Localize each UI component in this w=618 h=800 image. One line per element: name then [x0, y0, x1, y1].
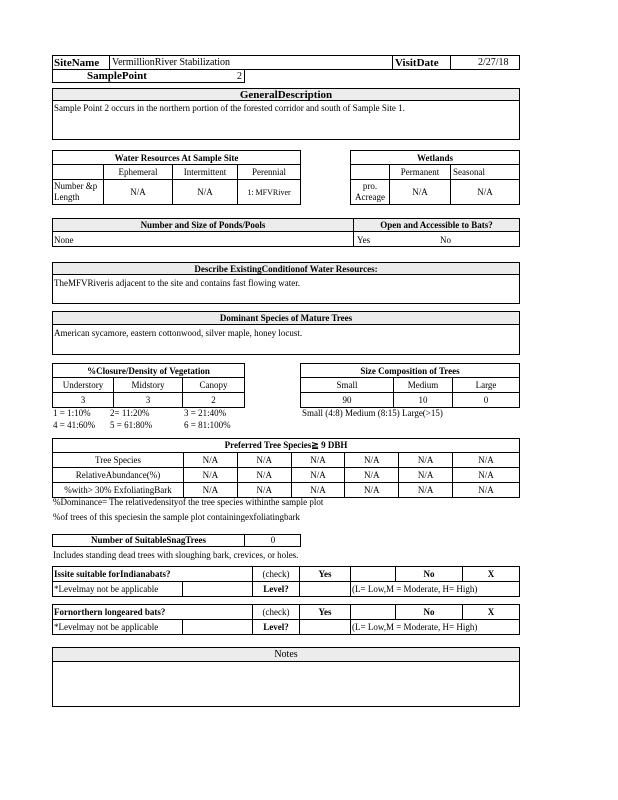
sample-point-label: SamplePoint	[87, 70, 147, 82]
indiana-no: No	[396, 567, 463, 582]
existing-text: TheMFVRiveris adjacent to the site and contains fast flowing water.	[54, 278, 300, 288]
wetlands-seasonal-value: N/A	[451, 180, 520, 205]
preferred-row: RelativeAbundance(%) N/A N/A N/A N/A N/A N/A	[53, 468, 520, 483]
wetlands-permanent-value: N/A	[390, 180, 451, 205]
dominant-title: Dominant Species of Mature Trees	[53, 312, 519, 325]
wetlands-table	[350, 150, 520, 205]
water-intermittent-value: N/A	[173, 180, 238, 205]
closure-col-canopy: Canopy	[183, 378, 245, 393]
preferred-row-label: Tree Species	[53, 453, 184, 468]
size-col-medium: Medium	[394, 378, 453, 393]
sample-point-row	[52, 70, 245, 83]
closure-legend-5: 5 = 61:80%	[110, 420, 153, 430]
closure-canopy-value: 2	[183, 393, 245, 408]
indiana-question: Issite suitable forIndianabats?	[53, 567, 183, 582]
preferred-note-2: %of trees of this speciesin the sample plot containingexfoliatingbark	[53, 512, 300, 522]
snag-title: Number of SuitableSnagTrees	[90, 535, 206, 545]
wetlands-row-label: pro. Acreage	[351, 180, 390, 205]
northern-level-note: *Levelmay not be applicable	[53, 620, 183, 635]
wetlands-col-permanent: Permanent	[390, 165, 451, 180]
closure-legend-2: 2= 11:20%	[110, 408, 150, 418]
preferred-row-label: RelativeAbundance(%)	[53, 468, 184, 483]
closure-legend-4: 4 = 41:60%	[53, 420, 96, 430]
northern-level-key: (L= Low,M = Moderate, H= High)	[351, 620, 520, 635]
preferred-row: Tree Species N/A N/A N/A N/A N/A N/A	[53, 453, 520, 468]
size-small-value: 90	[301, 393, 394, 408]
indiana-no-mark: X	[463, 567, 520, 582]
notes-area[interactable]	[53, 663, 519, 706]
indiana-level-label: Level?	[253, 582, 300, 597]
open-access-no: No	[440, 235, 451, 245]
preferred-table	[52, 438, 520, 498]
water-col-ephemeral: Ephemeral	[104, 165, 173, 180]
notes-title: Notes	[53, 648, 519, 662]
closure-legend-1: 1 = 1:10%	[53, 408, 91, 418]
size-col-small: Small	[301, 378, 394, 393]
closure-legend-3: 3 = 21:40%	[184, 408, 227, 418]
closure-table	[52, 363, 245, 408]
site-header-divider	[109, 55, 110, 70]
water-col-intermittent: Intermittent	[173, 165, 238, 180]
closure-legend-6: 6 = 81:100%	[184, 420, 231, 430]
ponds-title: Number and Size of Ponds/Pools	[140, 220, 266, 230]
site-name-value: VermillionRiver Stabilization	[112, 57, 231, 68]
visit-date-label: VisitDate	[395, 57, 439, 69]
size-large-value: 0	[453, 393, 520, 408]
indiana-level-note: *Levelmay not be applicable	[53, 582, 183, 597]
closure-understory-value: 3	[53, 393, 114, 408]
closure-title: %Closure/Density of Vegetation	[53, 364, 245, 378]
northern-yes: Yes	[300, 605, 351, 620]
open-access-yes: Yes	[357, 235, 371, 245]
northern-no: No	[396, 605, 463, 620]
size-title: Size Composition of Trees	[301, 364, 520, 378]
existing-title: Describe ExistingConditionof Water Resources:	[53, 263, 519, 275]
northern-level-label: Level?	[253, 620, 300, 635]
indiana-check-label: (check)	[253, 567, 300, 582]
size-col-large: Large	[453, 378, 520, 393]
ponds-value: None	[54, 235, 74, 245]
preferred-title: Preferred Tree Species≧ 9 DBH	[53, 439, 520, 453]
dominant-text: American sycamore, eastern cottonwood, silver maple, honey locust.	[54, 328, 303, 338]
sample-point-value: 2	[237, 71, 242, 82]
northern-no-mark: X	[463, 605, 520, 620]
water-title: Water Resources At Sample Site	[53, 151, 301, 165]
site-header-divider	[392, 55, 393, 70]
closure-midstory-value: 3	[114, 393, 183, 408]
open-access-title: Open and Accessible to Bats?	[380, 220, 493, 230]
northern-check-label: (check)	[253, 605, 300, 620]
water-col-perennial: Perennial	[238, 165, 301, 180]
water-row-label: Number &p Length	[53, 180, 104, 205]
size-legend: Small (4:8) Medium (8:15) Large(>15)	[302, 408, 443, 418]
snag-note: Includes standing dead trees with sloughing bark, crevices, or holes.	[53, 550, 299, 560]
preferred-note-1: %Dominance= The relativedensityof the tree species withinthe sample plot	[53, 497, 324, 507]
indiana-table	[52, 566, 520, 635]
northern-question: Fornorthern longeared bats?	[53, 605, 183, 620]
preferred-row: %with> 30% ExfoliatingBark N/A N/A N/A N/A N/A N/A	[53, 483, 520, 498]
closure-col-understory: Understory	[53, 378, 114, 393]
general-text: Sample Point 2 occurs in the northern portion of the forested corridor and south of Sample Site 1.	[54, 103, 405, 113]
visit-date-value: 2/27/18	[478, 57, 509, 68]
site-name-label: SiteName	[54, 57, 100, 69]
indiana-yes: Yes	[300, 567, 351, 582]
preferred-row-label: %with> 30% ExfoliatingBark	[53, 483, 184, 498]
closure-col-midstory: Midstory	[114, 378, 183, 393]
size-medium-value: 10	[394, 393, 453, 408]
site-header-divider	[450, 55, 451, 70]
wetlands-col-seasonal: Seasonal	[451, 165, 520, 180]
water-table	[52, 150, 301, 205]
general-title: GeneralDescription	[53, 89, 519, 101]
snag-value: 0	[270, 535, 276, 545]
wetlands-title: Wetlands	[351, 151, 520, 165]
water-perennial-value: 1: MFVRiver	[238, 180, 301, 205]
size-table	[300, 363, 520, 408]
indiana-level-key: (L= Low,M = Moderate, H= High)	[351, 582, 520, 597]
water-ephemeral-value: N/A	[104, 180, 173, 205]
